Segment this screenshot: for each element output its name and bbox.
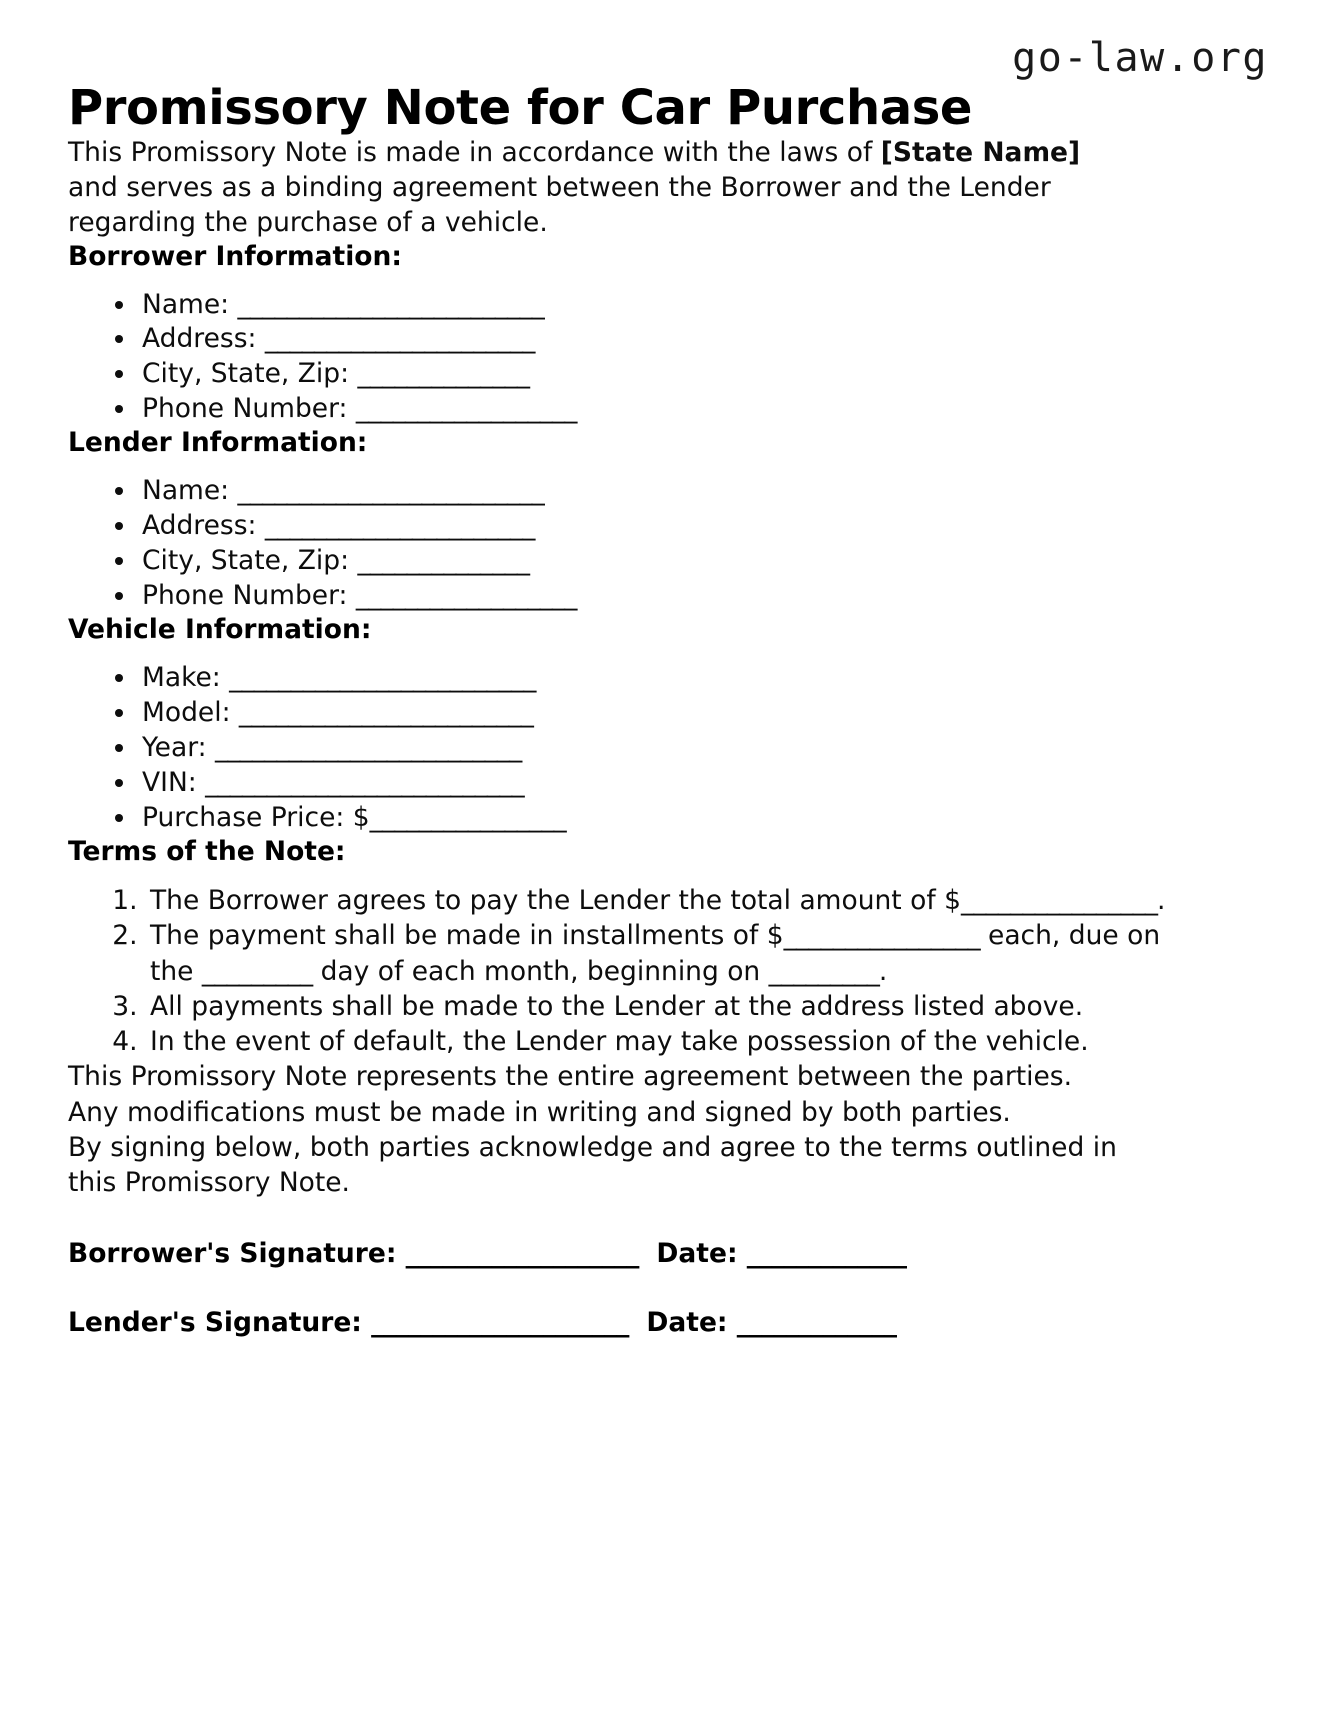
field-label: Name: bbox=[142, 288, 238, 320]
list-item bbox=[138, 766, 1168, 801]
term-text: . bbox=[1156, 885, 1166, 917]
field-blank[interactable]: ______________________ bbox=[264, 323, 535, 355]
field-label: Year: bbox=[142, 732, 215, 764]
field-blank[interactable]: ________________ bbox=[369, 802, 566, 834]
lender-fields-list bbox=[68, 474, 1168, 614]
borrower-signature-label: Borrower's Signature: bbox=[68, 1238, 406, 1270]
list-item bbox=[146, 918, 1168, 988]
closing-paragraph-2: By signing below, both parties acknowledge and agree to the terms outlined in this Promissory Note. bbox=[68, 1131, 1117, 1198]
closing-paragraph-1: This Promissory Note represents the entire agreement between the parties. Any modifications must be made in writing and signed by both parties. bbox=[68, 1061, 1073, 1128]
field-label: Make: bbox=[142, 662, 230, 694]
field-blank[interactable]: _________________________ bbox=[237, 475, 544, 507]
term-text: . bbox=[878, 955, 888, 987]
term-text: The Borrower agrees to pay the Lender the total amount of $ bbox=[150, 885, 961, 917]
term-text: day of each month, beginning on bbox=[312, 955, 769, 987]
list-item bbox=[138, 392, 1168, 427]
field-blank[interactable]: _________________________ bbox=[215, 732, 522, 764]
field-blank[interactable]: ______________ bbox=[357, 358, 529, 390]
vehicle-fields-list bbox=[68, 661, 1168, 836]
intro-paragraph bbox=[68, 135, 1138, 241]
lender-date-label: Date: bbox=[646, 1307, 737, 1339]
term-text: All payments shall be made to the Lender at the address listed above. bbox=[150, 990, 1084, 1022]
field-blank[interactable]: ______________________ bbox=[264, 510, 535, 542]
term-text: In the event of default, the Lender may take possession of the vehicle. bbox=[150, 1026, 1089, 1058]
field-blank[interactable]: __________________________ bbox=[205, 767, 524, 799]
lender-information-heading: Lender Information: bbox=[68, 427, 368, 459]
site-logo-watermark: go-law.org bbox=[1012, 35, 1268, 81]
field-label: Address: bbox=[142, 323, 265, 355]
term-blank[interactable]: _________ bbox=[768, 955, 879, 987]
terms-of-note-heading: Terms of the Note: bbox=[68, 836, 346, 868]
term-text: each, due on the bbox=[150, 920, 1161, 987]
list-item bbox=[138, 474, 1168, 509]
list-item bbox=[138, 509, 1168, 544]
lender-signature-blank[interactable]: _____________________ bbox=[371, 1307, 629, 1339]
field-label: Model: bbox=[142, 697, 239, 729]
list-item bbox=[138, 661, 1168, 696]
field-label: Purchase Price: $ bbox=[142, 802, 370, 834]
borrower-date-blank[interactable]: _____________ bbox=[746, 1238, 907, 1270]
lender-signature-row bbox=[68, 1307, 1168, 1338]
document-content bbox=[68, 0, 1168, 1338]
borrower-fields-list bbox=[68, 288, 1168, 428]
term-blank[interactable]: ________________ bbox=[783, 920, 980, 952]
list-item bbox=[138, 322, 1168, 357]
list-item bbox=[138, 357, 1168, 392]
vehicle-information-heading: Vehicle Information: bbox=[68, 614, 372, 646]
list-item bbox=[138, 801, 1168, 836]
terms-list bbox=[68, 883, 1168, 1059]
lender-signature-label: Lender's Signature: bbox=[68, 1307, 372, 1339]
borrower-signature-blank[interactable]: ___________________ bbox=[405, 1238, 639, 1270]
field-label: Phone Number: bbox=[142, 393, 356, 425]
field-label: Address: bbox=[142, 510, 265, 542]
field-blank[interactable]: __________________ bbox=[355, 393, 577, 425]
field-label: Phone Number: bbox=[142, 580, 356, 612]
borrower-signature-row bbox=[68, 1238, 1168, 1269]
term-blank[interactable]: ________________ bbox=[960, 885, 1157, 917]
field-label: Name: bbox=[142, 475, 238, 507]
field-label: City, State, Zip: bbox=[142, 545, 358, 577]
list-item bbox=[146, 989, 1168, 1024]
borrower-information-heading: Borrower Information: bbox=[68, 240, 402, 272]
state-name-placeholder: [State Name] bbox=[880, 136, 1081, 168]
field-label: VIN: bbox=[142, 767, 206, 799]
field-blank[interactable]: ________________________ bbox=[238, 697, 533, 729]
term-blank[interactable]: _________ bbox=[201, 955, 313, 987]
intro-text-part1: This Promissory Note is made in accordance with the laws of bbox=[68, 136, 881, 168]
list-item bbox=[146, 1024, 1168, 1059]
list-item bbox=[146, 883, 1168, 918]
field-blank[interactable]: _________________________ bbox=[237, 288, 544, 320]
intro-text-part2: and serves as a binding agreement between the Borrower and the Lender regarding the purchase of a vehicle. bbox=[68, 172, 1051, 239]
borrower-date-label: Date: bbox=[656, 1238, 747, 1270]
field-label: City, State, Zip: bbox=[142, 358, 358, 390]
list-item bbox=[138, 544, 1168, 579]
list-item bbox=[138, 579, 1168, 614]
field-blank[interactable]: ______________ bbox=[357, 545, 529, 577]
field-blank[interactable]: _________________________ bbox=[229, 662, 536, 694]
term-text: The payment shall be made in installments of $ bbox=[150, 920, 784, 952]
field-blank[interactable]: __________________ bbox=[355, 580, 577, 612]
list-item bbox=[138, 288, 1168, 323]
list-item bbox=[138, 731, 1168, 766]
page-title: Promissory Note for Car Purchase bbox=[68, 80, 973, 136]
list-item bbox=[138, 696, 1168, 731]
lender-date-blank[interactable]: _____________ bbox=[736, 1307, 896, 1339]
